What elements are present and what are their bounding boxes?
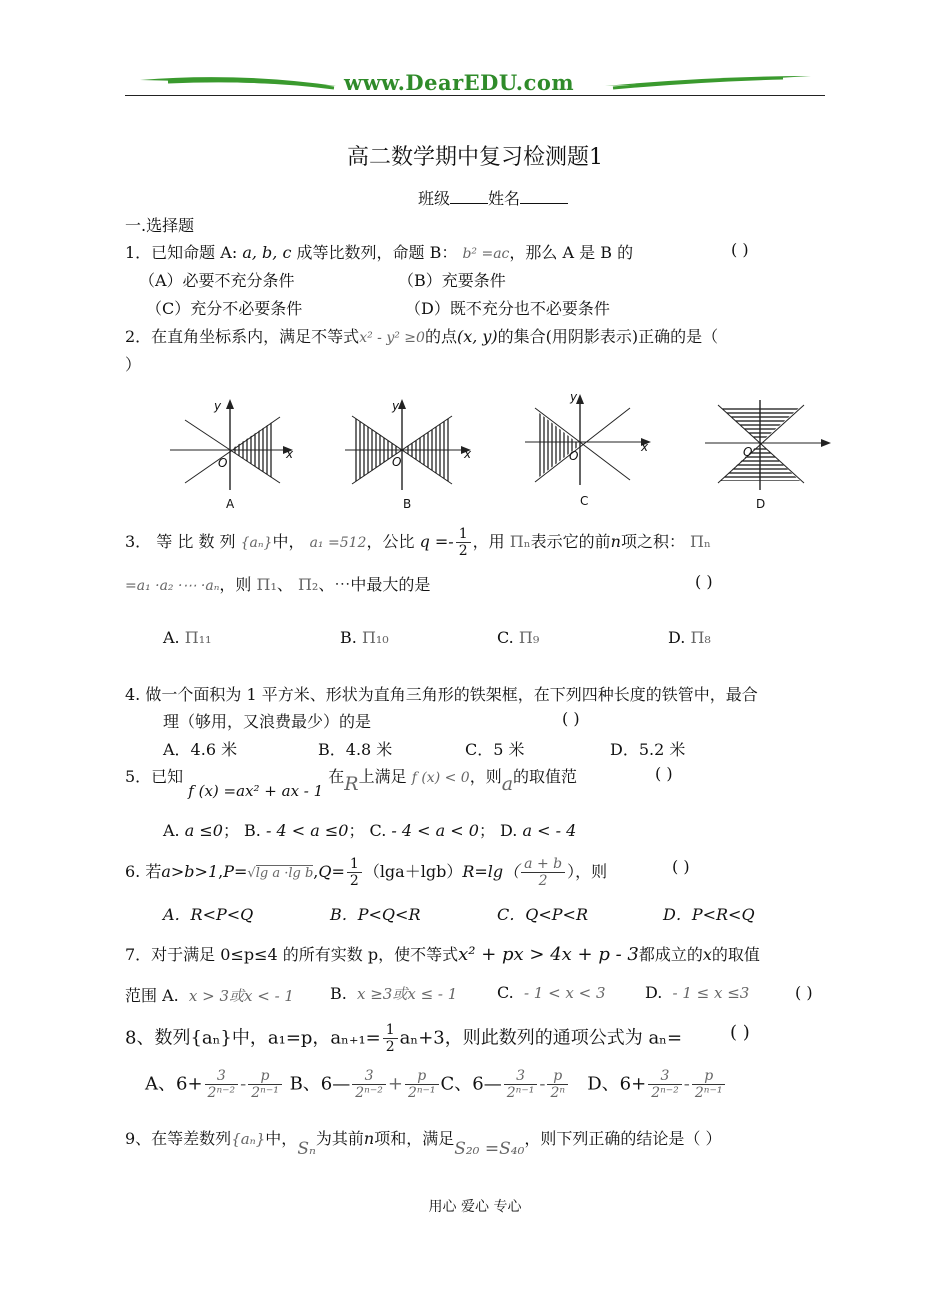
q1-vars: a, b, c	[242, 243, 292, 262]
fig-b-y-label: y	[392, 399, 400, 413]
question-4-line2: 理（够用，又浪费最少）的是	[163, 712, 372, 731]
question-1: 1．已知命题 A: a, b, c 成等比数列，命题 B： b² =ac，那么 A 是 B 的	[125, 243, 634, 262]
q5-options: A. a ≤0； B. - 4 < a ≤0； C. - 4 < a < 0； D. a < - 4	[163, 821, 577, 840]
q6-frac: $\frac{1}{2}$	[347, 856, 362, 889]
fig-b-origin: O	[392, 455, 402, 469]
q3-option-d: D. Π₈	[668, 628, 711, 647]
fig-a-origin: O	[218, 456, 228, 470]
q3-seq: {aₙ}	[240, 535, 273, 551]
q8-options: A、6+ $\frac{3}{\text{2ⁿ⁻²}}$ - $\frac{p}{\text{2ⁿ⁻¹}}$ B、6— $\frac{3}{\text{2ⁿ⁻²}}$ + $\frac{p}{\text{2ⁿ⁻¹}}$ C、6— $\frac{3}{\text{2ⁿ⁻¹}}$ - $\frac{p}{\text{2ⁿ}}$ D、6+ $\frac{3}{\text{2ⁿ⁻²}}$ - $\frac{p}{\text{2ⁿ⁻¹}}$	[145, 1068, 727, 1101]
question-2: 2．在直角坐标系内，满足不等式x² - y² ≥0的点(x, y)的集合(用阴影表示)正确的是（	[125, 327, 719, 346]
site-logo[interactable]: www.DearEDU.com	[344, 70, 575, 95]
fig-b-x-label: x	[464, 447, 472, 461]
name-label: 姓名	[488, 189, 521, 208]
q1-answer-paren: ( )	[731, 240, 749, 259]
question-3: 3． 等 比 数 列 {aₙ}中， a₁ =512，公比 q =- $\frac{1}{2}$ ，用 Πₙ表示它的前n项之积： Πₙ	[125, 526, 711, 559]
q5-option-a: a ≤0	[184, 821, 223, 840]
header-swoosh-right	[603, 70, 813, 96]
q7-option-c: C. - 1 < x < 3	[497, 983, 606, 1002]
q6-option-a: A．R<P<Q	[163, 905, 254, 924]
q8-option-d: D、6+	[587, 1073, 647, 1095]
q6-frac2: $\frac{a + b}{2}$	[521, 856, 565, 889]
q6-answer-paren: ( )	[672, 857, 690, 876]
fig-c-x-label: x	[641, 440, 649, 454]
q9-sn: Sₙ	[297, 1139, 316, 1159]
fig-c-origin: O	[569, 449, 579, 463]
q2-figure-c	[520, 390, 660, 490]
fig-a-y-label: y	[214, 399, 222, 413]
q7-ineq: x² + px > 4x + p - 3	[458, 944, 639, 965]
q2-point: (x, y)	[456, 327, 498, 346]
q6-sqrt: lg a ·lg b	[255, 866, 314, 881]
q8-option-c: C、6—	[440, 1073, 502, 1095]
page-title: 高二数学期中复习检测题1	[347, 145, 603, 170]
q7-option-d: D. - 1 ≤ x ≤3	[645, 983, 750, 1002]
q1-formula: b² =ac	[462, 246, 510, 262]
q4-option-c: C．5 米	[465, 740, 525, 759]
name-blank[interactable]	[520, 189, 568, 204]
fig-c-y-label: y	[570, 390, 578, 404]
q1-option-c: （C）充分不必要条件	[146, 299, 303, 318]
q7-option-a: x > 3或x < - 1	[188, 987, 294, 1005]
q7-answer-paren: ( )	[795, 983, 813, 1002]
q5-cond: f (x) < 0	[411, 770, 470, 786]
question-3-line2: =a₁ ·a₂ ·⋯ ·aₙ，则 Π₁、 Π₂、⋯中最大的是	[125, 575, 431, 594]
q3-option-c: C. Π₉	[497, 628, 540, 647]
fig-d-caption: D	[756, 497, 766, 511]
q3-answer-paren: ( )	[695, 572, 713, 591]
q3-product: =a₁ ·a₂ ·⋯ ·aₙ	[125, 578, 220, 594]
q5-option-c: - 4 < a < 0	[391, 821, 479, 840]
q5-fx: f (x) =ax² + ax - 1	[188, 782, 324, 800]
fig-a-x-label: x	[286, 447, 294, 461]
q9-eq: S₂₀ =S₄₀	[454, 1139, 525, 1159]
q4-option-b: B．4.8 米	[318, 740, 393, 759]
question-7-line2: 范围 A. x > 3或x < - 1	[125, 986, 294, 1005]
class-label: 班级	[418, 189, 451, 208]
q4-answer-paren: ( )	[562, 709, 580, 728]
class-blank[interactable]	[450, 189, 488, 204]
section-heading: 一.选择题	[125, 216, 195, 235]
q4-option-d: D．5.2 米	[610, 740, 686, 759]
q6-option-d: D．P<R<Q	[663, 905, 755, 924]
q8-answer-paren: ( )	[730, 1022, 750, 1043]
fig-a-caption: A	[226, 497, 235, 511]
q2-figure-b	[340, 395, 480, 495]
q7-option-b: B. x ≥3或x ≤ - 1	[330, 984, 458, 1003]
fig-b-caption: B	[403, 497, 412, 511]
q2-formula: x² - y² ≥0	[359, 330, 425, 346]
q1-option-b: （B）充要条件	[398, 271, 506, 290]
header-rule	[125, 95, 825, 96]
page-footer: 用心 爱心 专心	[428, 1199, 522, 1215]
q3-option-a: A. Π₁₁	[163, 628, 212, 647]
q6-option-c: C．Q<P<R	[497, 905, 588, 924]
question-4: 4. 做一个面积为 1 平方米、形状为直角三角形的铁架框，在下列四种长度的铁管中，最合	[125, 685, 758, 704]
question-5: 5．已知 f (x) =ax² + ax - 1 在R上满足 f (x) < 0，则a的取值范	[125, 767, 578, 800]
fig-d-origin: O	[743, 445, 753, 459]
class-name-line	[418, 186, 568, 209]
q1-option-a: （A）必要不充分条件	[139, 271, 295, 290]
question-6: 6. 若a>b>1,P=√lg a ·lg b,Q= $\frac{1}{2}$ （lga＋lgb）R=lg（ $\frac{a + b}{2}$ ），则	[125, 856, 608, 889]
q3-frac: $\frac{1}{2}$	[456, 526, 471, 559]
fig-c-caption: C	[580, 494, 589, 508]
q3-q: q =-	[419, 532, 454, 551]
q3-a1: a₁ =512	[309, 535, 367, 551]
q4-option-a: A．4.6 米	[163, 740, 238, 759]
q3-option-b: B. Π₁₀	[340, 628, 389, 647]
q2-figure-d	[700, 395, 840, 495]
q6-option-b: B．P<Q<R	[330, 905, 421, 924]
question-8: 8、数列{aₙ}中，a₁=p，aₙ₊₁= $\frac{1}{2}$ aₙ+3，则此数列的通项公式为 aₙ=	[125, 1022, 683, 1055]
q8-frac: $\frac{1}{2}$	[383, 1022, 398, 1055]
q8-option-a: A、6+	[145, 1073, 203, 1095]
q5-answer-paren: ( )	[655, 764, 673, 783]
question-9: 9、在等差数列{aₙ}中，Sₙ为其前n项和，满足S₂₀ =S₄₀，则下列正确的结论是（ ）	[125, 1129, 722, 1159]
q1-option-d: （D）既不充分也不必要条件	[405, 299, 610, 318]
header-swoosh-left	[138, 70, 338, 96]
question-7: 7．对于满足 0≤p≤4 的所有实数 p，使不等式x² + px > 4x + p - 3都成立的x的取值	[125, 944, 760, 965]
q2-continuation: ）	[125, 355, 142, 374]
q2-figure-a	[165, 395, 305, 495]
q8-option-b: B、6—	[289, 1073, 351, 1095]
q9-seq: {aₙ}	[231, 1130, 266, 1148]
q5-option-b: - 4 < a ≤0	[265, 821, 349, 840]
q5-option-d: a < - 4	[522, 821, 577, 840]
